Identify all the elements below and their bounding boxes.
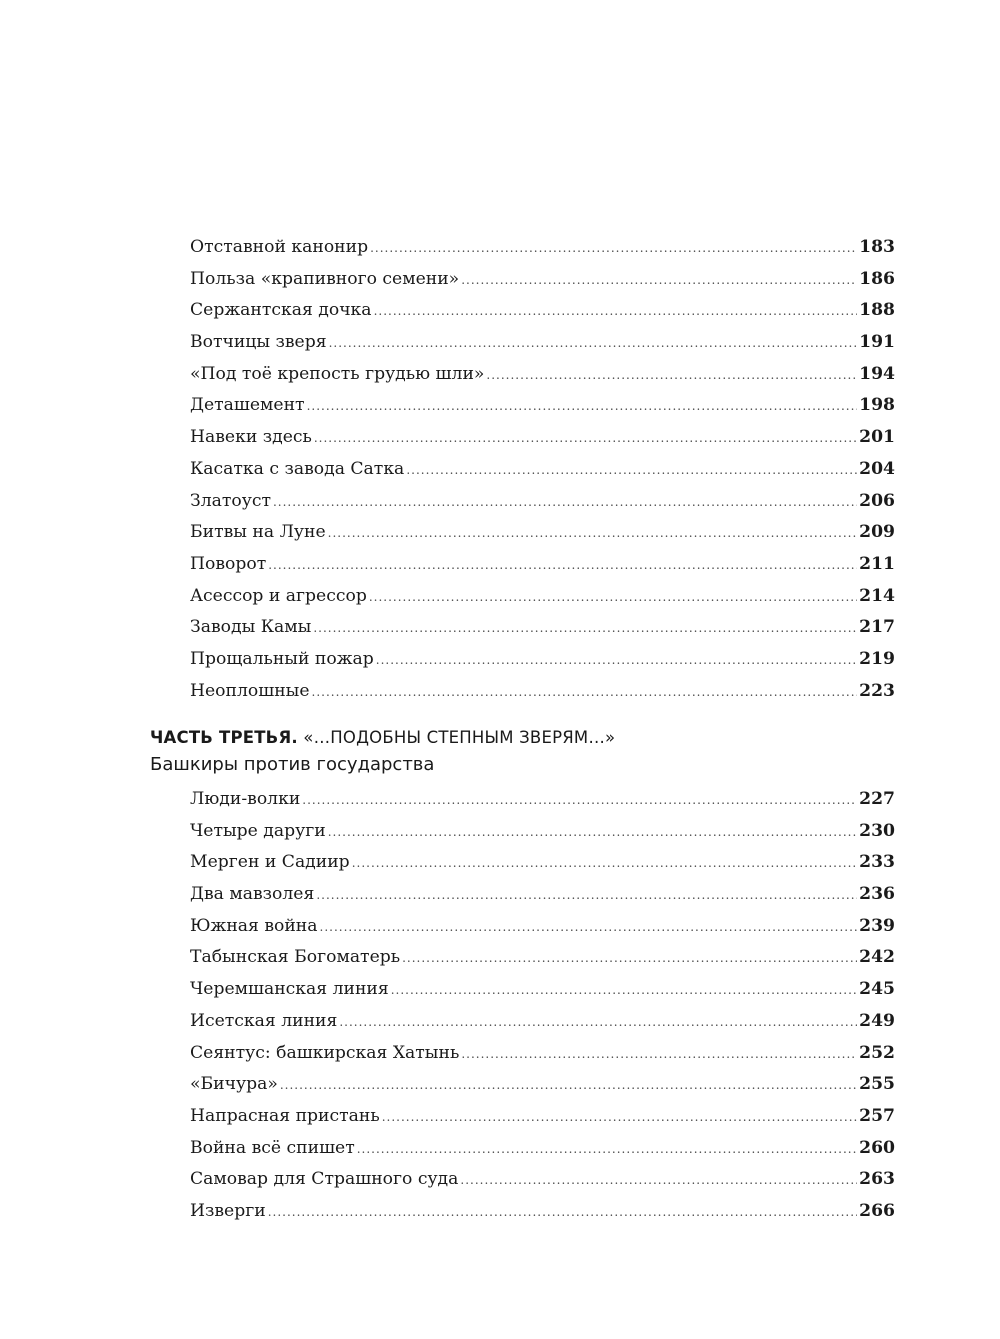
toc-entry-title: Исетская линия [190, 1010, 338, 1031]
toc-entry-page: 198 [859, 395, 895, 416]
toc-entry[interactable] [190, 327, 895, 359]
toc-entry-title: Война всё спишет [190, 1137, 355, 1158]
toc-entry-title: Мерген и Садиир [190, 852, 350, 873]
dot-leader [268, 550, 857, 582]
toc-entry-title: Заводы Камы [190, 617, 312, 638]
part-three-title: «…ПОДОБНЫ СТЕПНЫМ ЗВЕРЯМ…» [303, 728, 616, 747]
toc-entry-title: Четыре даруги [190, 820, 326, 841]
toc-entry-page: 236 [859, 884, 895, 905]
toc-entry-page: 245 [859, 979, 895, 1000]
toc-entry[interactable] [190, 644, 895, 676]
toc-entry[interactable] [190, 1101, 895, 1133]
toc-entry[interactable] [190, 390, 895, 422]
toc-entry-title: Польза «крапивного семени» [190, 268, 460, 289]
toc-entry[interactable] [190, 1196, 895, 1228]
dot-leader [370, 233, 857, 265]
toc-entry-title: «Под тоё крепость грудью шли» [190, 363, 485, 384]
toc-entry-title: Два мавзолея [190, 884, 315, 905]
toc-entry[interactable] [190, 1069, 895, 1101]
toc-entry[interactable] [190, 612, 895, 644]
toc-entry-title: Неоплошные [190, 680, 310, 701]
toc-entry-page: 260 [859, 1137, 895, 1158]
toc-entry-page: 191 [859, 332, 895, 353]
toc-entry-title: Касатка с завода Сатка [190, 458, 405, 479]
toc-entry-page: 211 [859, 553, 895, 574]
dot-leader [374, 296, 858, 328]
toc-entry-page: 206 [859, 490, 895, 511]
toc-entry-page: 204 [859, 458, 895, 479]
toc-entry[interactable] [190, 784, 895, 816]
toc-entry-title: Черемшанская линия [190, 979, 389, 1000]
toc-entry-title: Деташемент [190, 395, 305, 416]
dot-leader [329, 328, 858, 360]
toc-entry[interactable] [190, 264, 895, 296]
toc-entry-page: 214 [859, 585, 895, 606]
toc-entry-page: 230 [859, 820, 895, 841]
toc-entry[interactable] [190, 1133, 895, 1165]
dot-leader [302, 785, 857, 817]
dot-leader [307, 391, 858, 423]
toc-entry-title: «Бичура» [190, 1074, 278, 1095]
part-three-label: ЧАСТЬ ТРЕТЬЯ. [150, 728, 298, 747]
toc-entry[interactable] [190, 816, 895, 848]
toc-entry[interactable] [190, 1006, 895, 1038]
dot-leader [461, 265, 857, 297]
part-three-heading[interactable] [150, 728, 615, 747]
dot-leader [312, 677, 858, 709]
toc-entry-page: 257 [859, 1105, 895, 1126]
toc-entry-page: 186 [859, 268, 895, 289]
toc-entry-page: 242 [859, 947, 895, 968]
dot-leader [280, 1070, 857, 1102]
toc-entry-page: 233 [859, 852, 895, 873]
toc-entry-page: 252 [859, 1042, 895, 1063]
toc-entry-title: Поворот [190, 553, 267, 574]
toc-entry[interactable] [190, 232, 895, 264]
dot-leader [273, 487, 857, 519]
dot-leader [376, 645, 857, 677]
dot-leader [328, 518, 857, 550]
toc-entry-title: Златоуст [190, 490, 271, 511]
toc-entry[interactable] [190, 581, 895, 613]
toc-entry-page: 219 [859, 648, 895, 669]
toc-entry-page: 255 [859, 1074, 895, 1095]
part-three-subtitle: Башкиры против государства [150, 754, 435, 775]
toc-entry[interactable] [190, 422, 895, 454]
toc-entry-page: 239 [859, 915, 895, 936]
toc-entry-title: Сеянтус: башкирская Хатынь [190, 1042, 460, 1063]
dot-leader [486, 360, 857, 392]
toc-list-part-three [190, 784, 895, 1228]
toc-entry[interactable] [190, 942, 895, 974]
dot-leader [352, 848, 857, 880]
dot-leader [328, 817, 857, 849]
toc-entry[interactable] [190, 911, 895, 943]
toc-entry-page: 249 [859, 1010, 895, 1031]
toc-entry-page: 263 [859, 1169, 895, 1190]
dot-leader [460, 1165, 857, 1197]
dot-leader [316, 880, 857, 912]
toc-entry[interactable] [190, 879, 895, 911]
dot-leader [461, 1039, 857, 1071]
toc-entry-page: 194 [859, 363, 895, 384]
toc-entry[interactable] [190, 359, 895, 391]
toc-entry[interactable] [190, 1038, 895, 1070]
toc-entry-title: Прощальный пожар [190, 648, 374, 669]
toc-entry[interactable] [190, 676, 895, 708]
toc-list-part-two [190, 232, 895, 707]
dot-leader [406, 455, 857, 487]
toc-entry[interactable] [190, 295, 895, 327]
toc-entry-title: Южная война [190, 915, 318, 936]
toc-entry-page: 188 [859, 300, 895, 321]
toc-entry-page: 227 [859, 789, 895, 809]
toc-entry-title: Самовар для Страшного суда [190, 1169, 459, 1190]
dot-leader [339, 1007, 857, 1039]
toc-entry-title: Асессор и агрессор [190, 585, 367, 606]
toc-entry-page: 201 [859, 427, 895, 448]
dot-leader [268, 1197, 857, 1229]
toc-entry-page: 183 [859, 237, 895, 257]
toc-entry-title: Напрасная пристань [190, 1105, 380, 1126]
toc-entry-title: Вотчицы зверя [190, 332, 327, 353]
toc-entry-title: Битвы на Луне [190, 522, 326, 543]
dot-leader [320, 912, 858, 944]
toc-entry-page: 223 [859, 680, 895, 701]
toc-entry-page: 217 [859, 617, 895, 638]
toc-entry[interactable] [190, 1164, 895, 1196]
dot-leader [313, 613, 857, 645]
toc-entry-title: Табынская Богоматерь [190, 947, 401, 968]
toc-entry[interactable] [190, 517, 895, 549]
toc-entry[interactable] [190, 847, 895, 879]
toc-entry-page: 209 [859, 522, 895, 543]
dot-leader [369, 582, 857, 614]
toc-entry-title: Отставной канонир [190, 237, 369, 257]
toc-entry-title: Изверги [190, 1200, 266, 1221]
dot-leader [382, 1102, 857, 1134]
dot-leader [314, 423, 857, 455]
dot-leader [391, 975, 857, 1007]
toc-entry[interactable] [190, 454, 895, 486]
toc-entry[interactable] [190, 974, 895, 1006]
toc-entry-page: 266 [859, 1200, 895, 1221]
dot-leader [357, 1134, 857, 1166]
toc-entry-title: Люди-волки [190, 789, 301, 809]
toc-entry-title: Навеки здесь [190, 427, 312, 448]
toc-entry[interactable] [190, 486, 895, 518]
toc-entry[interactable] [190, 549, 895, 581]
dot-leader [402, 943, 857, 975]
toc-entry-title: Сержантская дочка [190, 300, 372, 321]
